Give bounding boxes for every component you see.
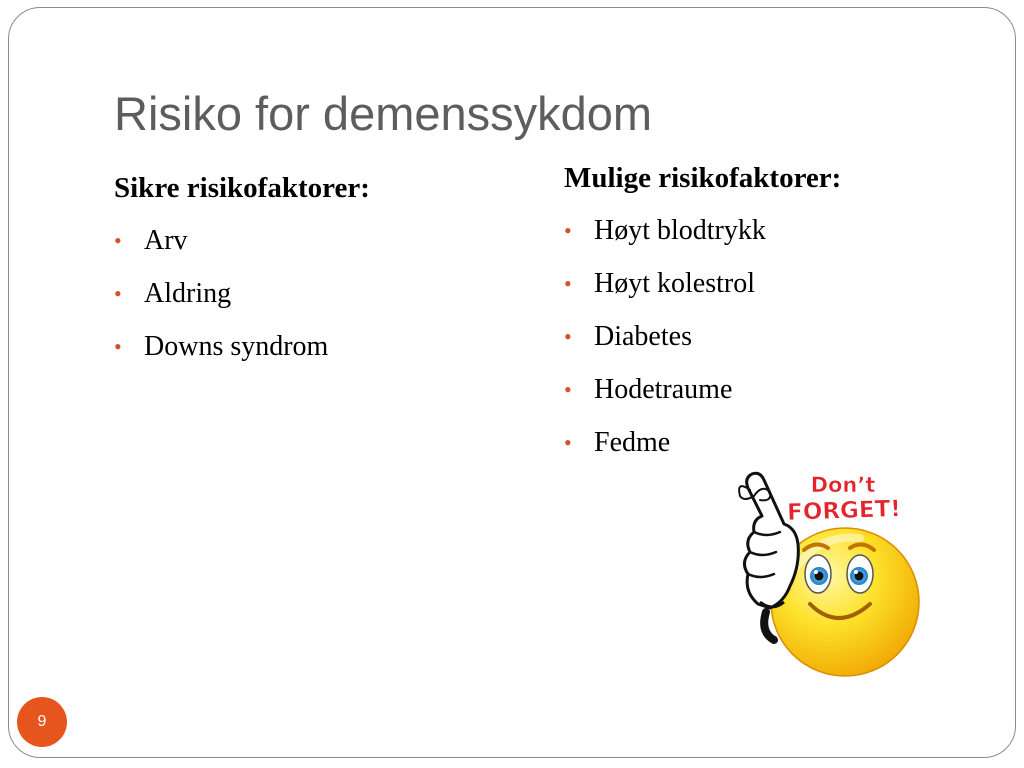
bullet-icon: • <box>564 430 572 455</box>
list-item <box>564 317 841 357</box>
certain-risk-factors-list <box>114 221 370 367</box>
bullet-icon: • <box>564 218 572 243</box>
list-item <box>114 274 370 314</box>
certain-risk-factors-column <box>114 168 370 380</box>
list-item <box>564 211 841 251</box>
possible-risk-factors-column <box>564 158 841 476</box>
bullet-icon: • <box>564 324 572 349</box>
forget-text: FORGET! <box>786 496 902 526</box>
list-item <box>114 327 370 367</box>
page-number-badge: 9 <box>17 697 67 747</box>
right-eye-glint <box>854 570 858 574</box>
bullet-icon: • <box>114 334 122 359</box>
list-item <box>114 221 370 261</box>
list-item <box>564 264 841 304</box>
bullet-icon: • <box>564 271 572 296</box>
bullet-icon: • <box>114 228 122 253</box>
list-item-text: Fedme <box>594 427 671 458</box>
list-item <box>564 423 841 463</box>
bullet-icon: • <box>564 377 572 402</box>
possible-risk-factors-heading: Mulige risikofaktorer: <box>564 162 842 194</box>
list-item-text: Downs syndrom <box>144 331 329 362</box>
dont-forget-smiley-icon <box>700 462 940 692</box>
list-item <box>564 370 841 410</box>
slide-title: Risiko for demenssykdom <box>114 87 653 140</box>
list-item-text: Aldring <box>144 278 232 309</box>
list-item-text: Hodetraume <box>594 374 733 405</box>
possible-risk-factors-list <box>564 211 841 463</box>
bullet-icon: • <box>114 281 122 306</box>
certain-risk-factors-heading: Sikre risikofaktorer: <box>114 172 370 204</box>
left-eye-glint <box>814 570 818 574</box>
glove-hand <box>744 473 798 608</box>
dont-text: Don’t <box>810 473 876 497</box>
list-item-text: Diabetes <box>594 321 692 352</box>
list-item-text: Høyt blodtrykk <box>594 215 766 246</box>
list-item-text: Høyt kolestrol <box>594 268 755 299</box>
list-item-text: Arv <box>144 225 188 256</box>
